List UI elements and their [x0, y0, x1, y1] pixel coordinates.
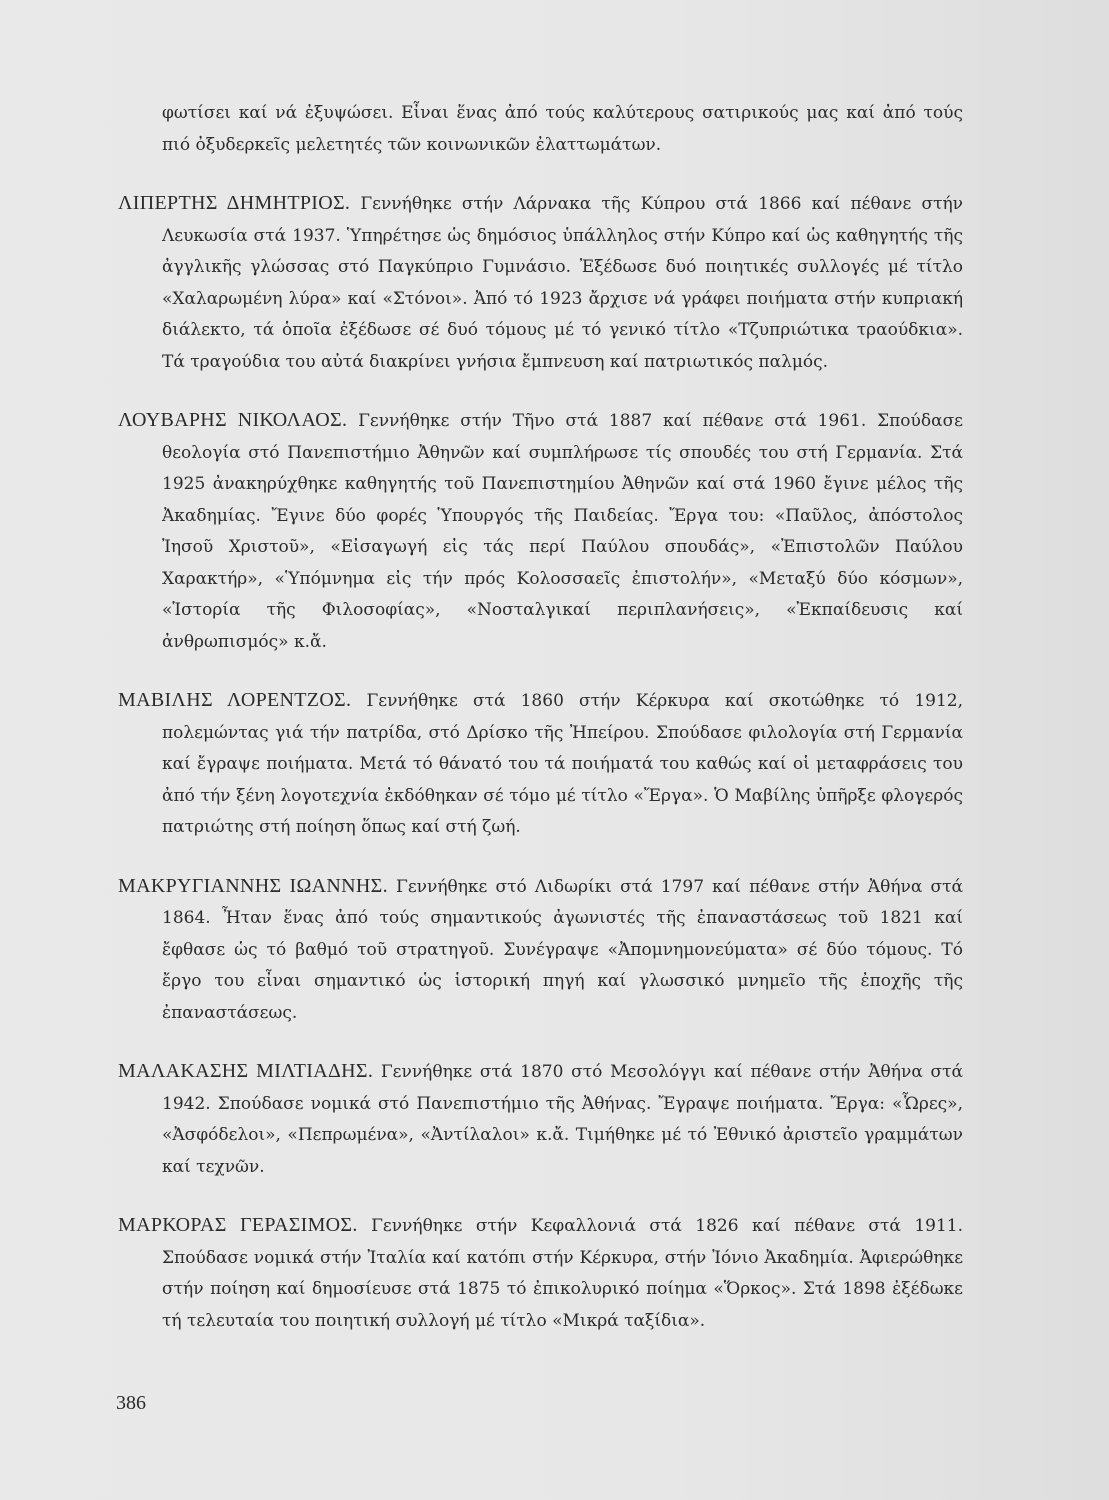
entry-name: ΜΑΛΑΚΑΣΗΣ ΜΙΛΤΙΑΔΗΣ. [118, 1060, 374, 1082]
entry-text: Γεννήθηκε στήν Τῆνο στά 1887 καί πέθανε στά 1961. Σπούδασε θεολογία στό Πανεπιστήμιο Ἀθηνῶν καί συμπλήρωσε τίς σπουδές του στή Γερμανία. Στά 1925 ἀνακηρύχθηκε καθηγητής τοῦ Πανεπιστημίου Ἀθηνῶν καί στά 1960 ἔγινε μέλος τῆς Ἀκαδημίας. Ἔγινε δύο φορές Ὑπουργός τῆς Παιδείας. Ἔργα του: «Παῦλος, ἀπόστολος Ἰησοῦ Χριστοῦ», «Εἰσαγωγή εἰς τάς περί Παύλου σπουδάς», «Ἐπιστολῶν Παύλου Χαρακτήρ», «Ὑπόμνημα εἰς τήν πρός Κολοσσαεῖς ἐπιστολήν», «Μεταξύ δύο κόσμων», «Ἱστορία τῆς Φιλοσοφίας», «Νοσταλγικαί περιπλανήσεις», «Ἐκπαίδευσις καί ἀνθρωπισμός» κ.ἄ. [162, 411, 963, 652]
entry-mavilis [118, 685, 963, 844]
entry-name: ΜΑΒΙΛΗΣ ΛΟΡΕΝΤΖΟΣ. [118, 689, 352, 711]
entry-louvaris [118, 405, 963, 658]
page-text [118, 98, 963, 1364]
entry-text: Γεννήθηκε στήν Κεφαλλονιά στά 1826 καί πέθανε στά 1911. Σπούδασε νομικά στήν Ἰταλία καί κατόπι στήν Κέρκυρα, στήν Ἰόνιο Ἀκαδημία. Ἀφιερώθηκε στήν ποίηση καί δημοσίευσε στά 1875 τό ἐπικολυρικό ποίημα «Ὅρκος». Στά 1898 ἐξέδωκε τή τελευταία του ποιητική συλλογή μέ τίτλο «Μικρά ταξίδια». [162, 1216, 963, 1331]
entry-text: Γεννήθηκε στήν Λάρνακα τῆς Κύπρου στά 1866 καί πέθανε στήν Λευκωσία στά 1937. Ὑπηρέτησε ὡς δημόσιος ὑπάλληλος στήν Κύπρο καί ὡς καθηγητής τῆς ἀγγλικῆς γλώσσας στό Παγκύπριο Γυμνάσιο. Ἐξέδωσε δυό ποιητικές συλλογές μέ τίτλο «Χαλαρωμένη λύρα» καί «Στόνοι». Ἀπό τό 1923 ἄρχισε νά γράφει ποιήματα στήν κυπριακή διάλεκτο, τά ὁποῖα ἐξέδωσε σέ δυό τόμους μέ τό γενικό τίτλο «Τζυπριώτικα τραούδκια». Τά τραγούδια του αὐτά διακρίνει γνήσια ἔμπνευση καί πατριωτικός παλμός. [162, 194, 963, 372]
entry-text: Γεννήθηκε στό Λιδωρίκι στά 1797 καί πέθανε στήν Ἀθήνα στά 1864. Ἦταν ἕνας ἀπό τούς σημαντικούς ἀγωνιστές τῆς ἐπαναστάσεως τοῦ 1821 καί ἔφθασε ὡς τό βαθμό τοῦ στρατηγοῦ. Συνέγραψε «Ἀπομνημονεύματα» σέ δύο τόμους. Τό ἔργο του εἶναι σημαντικό ὡς ἱστορική πηγή καί γλωσσικό μνημεῖο τῆς ἐποχῆς τῆς ἐπαναστάσεως. [162, 876, 963, 1023]
entry-malakasis [118, 1056, 963, 1183]
continuation-paragraph: φωτίσει καί νά ἐξυψώσει. Εἶναι ἕνας ἀπό τούς καλύτερους σατιρικούς μας καί ἀπό τούς πιό ὀξυδερκεῖς μελετητές τῶν κοινωνικῶν ἐλαττωμάτων. [162, 103, 963, 155]
page-number: 386 [116, 1392, 146, 1414]
entry-text: Γεννήθηκε στά 1860 στήν Κέρκυρα καί σκοτώθηκε τό 1912, πολεμώντας γιά τήν πατρίδα, στό Δρίσκο τῆς Ἠπείρου. Σπούδασε φιλολογία στή Γερμανία καί ἔγραψε ποιήματα. Μετά τό θάνατό του τά ποιήματά του καθώς καί οἱ μεταφράσεις του ἀπό τήν ξένη λογοτεχνία ἐκδόθηκαν σέ τόμο μέ τίτλο «Ἔργα». Ὁ Μαβίλης ὑπῆρξε φλογερός πατριώτης στή ποίηση ὅπως καί στή ζωή. [162, 691, 964, 837]
entry-name: ΛΟΥΒΑΡΗΣ ΝΙΚΟΛΑΟΣ. [118, 409, 348, 431]
entry-lipertis [118, 188, 963, 378]
entry-name: ΜΑΚΡΥΓΙΑΝΝΗΣ ΙΩΑΝΝΗΣ. [118, 874, 388, 897]
entry-name: ΜΑΡΚΟΡΑΣ ΓΕΡΑΣΙΜΟΣ. [118, 1214, 358, 1236]
entry-markoras [118, 1210, 963, 1337]
entry-name: ΛΙΠΕΡΤΗΣ ΔΗΜΗΤΡΙΟΣ. [118, 192, 351, 214]
entry-text: Γεννήθηκε στά 1870 στό Μεσολόγγι καί πέθανε στήν Ἀθήνα στά 1942. Σπούδασε νομικά στό Πανεπιστήμιο τῆς Ἀθήνας. Ἔγραψε ποιήματα. Ἔργα: «Ὧρες», «Ἀσφόδελοι», «Πεπρωμένα», «Ἀντίλαλοι» κ.ἄ. Τιμήθηκε μέ τό Ἐθνικό ἀριστεῖο γραμμάτων καί τεχνῶν. [162, 1062, 964, 1177]
entry-makrygiannis [118, 871, 963, 1030]
